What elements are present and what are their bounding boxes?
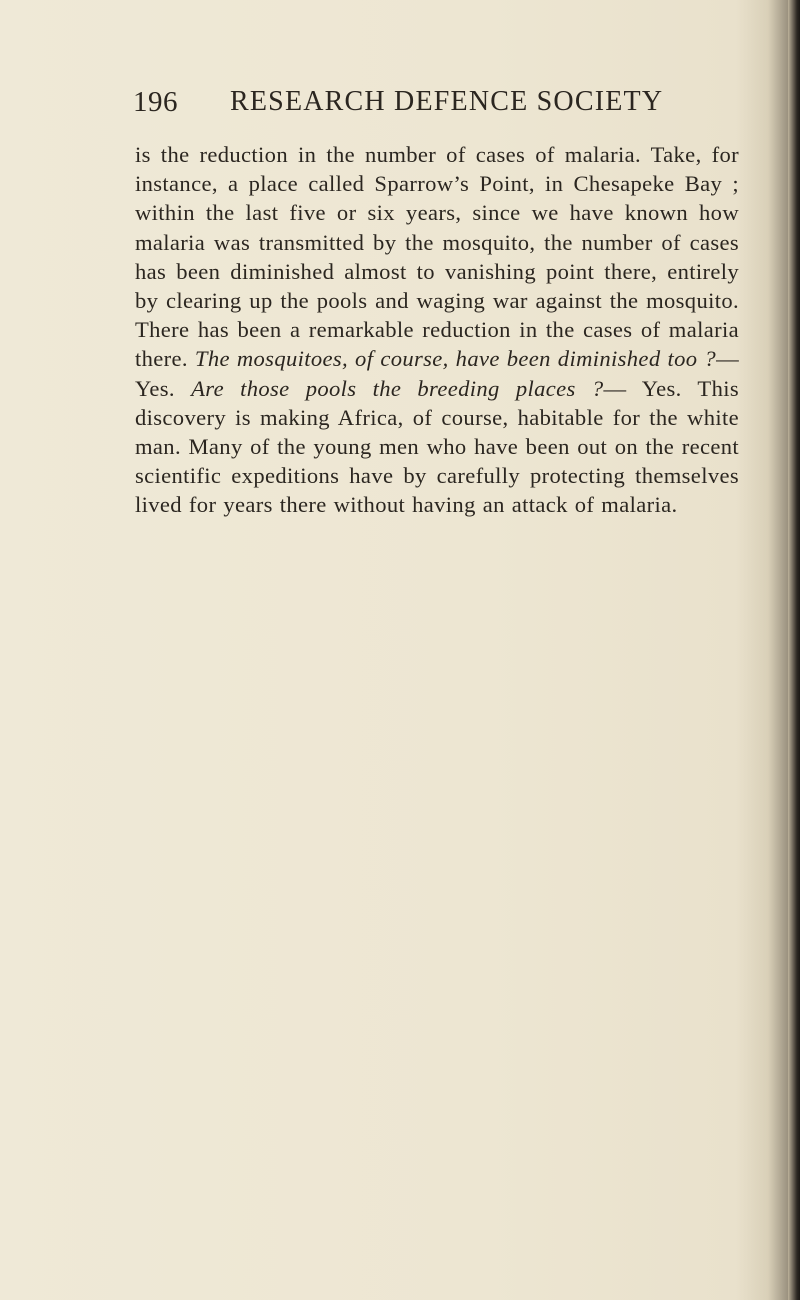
page-edge-shadow [788, 0, 800, 1300]
text-segment: — Yes. This discovery is making Africa, of course, habitable for the white man. Many of the young men who have been out on the recent scientific expeditions have by carefully protecting themselves lived for years there without having an attack of malaria. [135, 375, 740, 518]
running-head: RESEARCH DEFENCE SOCIETY [230, 86, 664, 117]
paragraph [135, 140, 739, 520]
page-header [133, 86, 673, 126]
text-segment: is the reduction in the number of cases of malaria. Take, for instance, a place called Sparrow’s Point, in Chesapeke Bay ; within the last five or six years, since we have known how malaria was transmitted by the mosquito, the number of cases has been diminished almost to vanishing point there, entirely by clearing up the pools and waging war against the mosquito. There has been a remarkable reduction in the cases of malaria there. [135, 142, 739, 372]
italic-question: The mosquitoes, of course, have been diminished too ? [194, 346, 717, 372]
answer-text: —Yes. [135, 346, 740, 401]
page-number: 196 [133, 86, 178, 118]
body-paragraph [135, 140, 739, 520]
italic-question: Are those pools the breeding places ? [191, 375, 604, 401]
